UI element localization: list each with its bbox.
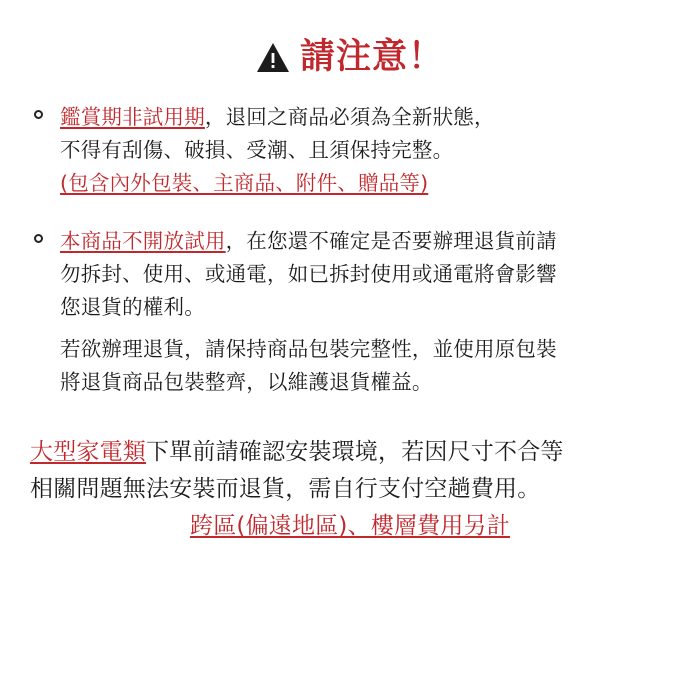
notice-text: 勿拆封、使用、或通電，如已拆封使用或通電將會影響 (60, 261, 557, 286)
notice-line (30, 471, 670, 508)
notice-line (60, 258, 666, 291)
notice-text: 您退貨的權利。 (60, 295, 205, 320)
notice-text: 下單前請確認安裝環境，若因尺寸不合等 (146, 438, 564, 465)
list-item (60, 101, 666, 201)
notice-line (60, 225, 666, 258)
notice-line (60, 134, 666, 167)
bullet-circle-icon (34, 234, 43, 243)
notice-bullet-list (26, 101, 674, 400)
notice-emphasis: 本商品不開放試用 (60, 228, 226, 253)
large-appliance-notice (26, 434, 674, 546)
notice-text: ，在您還不確定是否要辦理退貨前請 (225, 228, 557, 253)
notice-line (60, 291, 666, 324)
notice-emphasis: 大型家電類 (30, 438, 146, 465)
notice-title-row (26, 37, 674, 77)
notice-line (60, 366, 666, 399)
notice-text: 相關問題無法安裝而退貨，需自行支付空趟費用。 (30, 475, 541, 502)
notice-emphasis: 跨區(偏遠地區)、樓層費用另計 (190, 513, 510, 540)
list-item (60, 225, 666, 400)
notice-text: 不得有刮傷、破損、受潮、且須保持完整。 (60, 138, 454, 163)
notice-text: ，退回之商品必須為全新狀態， (204, 105, 495, 129)
notice-emphasis: 鑑賞期非試用期 (60, 105, 205, 129)
warning-triangle-icon (256, 42, 290, 74)
notice-line (60, 167, 666, 200)
notice-emphasis: (包含內外包裝、主商品、附件、贈品等) (60, 171, 429, 196)
bullet-circle-icon (34, 110, 43, 119)
spacer (60, 324, 666, 333)
notice-line (30, 508, 670, 545)
notice-text: 將退貨商品包裝整齊，以維護退貨權益。 (60, 370, 433, 395)
notice-line (60, 333, 666, 366)
page-title: 請注意！ (299, 37, 444, 77)
notice-line (30, 434, 670, 471)
notice-text: 若欲辦理退貨，請保持商品包裝完整性，並使用原包裝 (60, 337, 557, 362)
notice-line (60, 101, 666, 134)
